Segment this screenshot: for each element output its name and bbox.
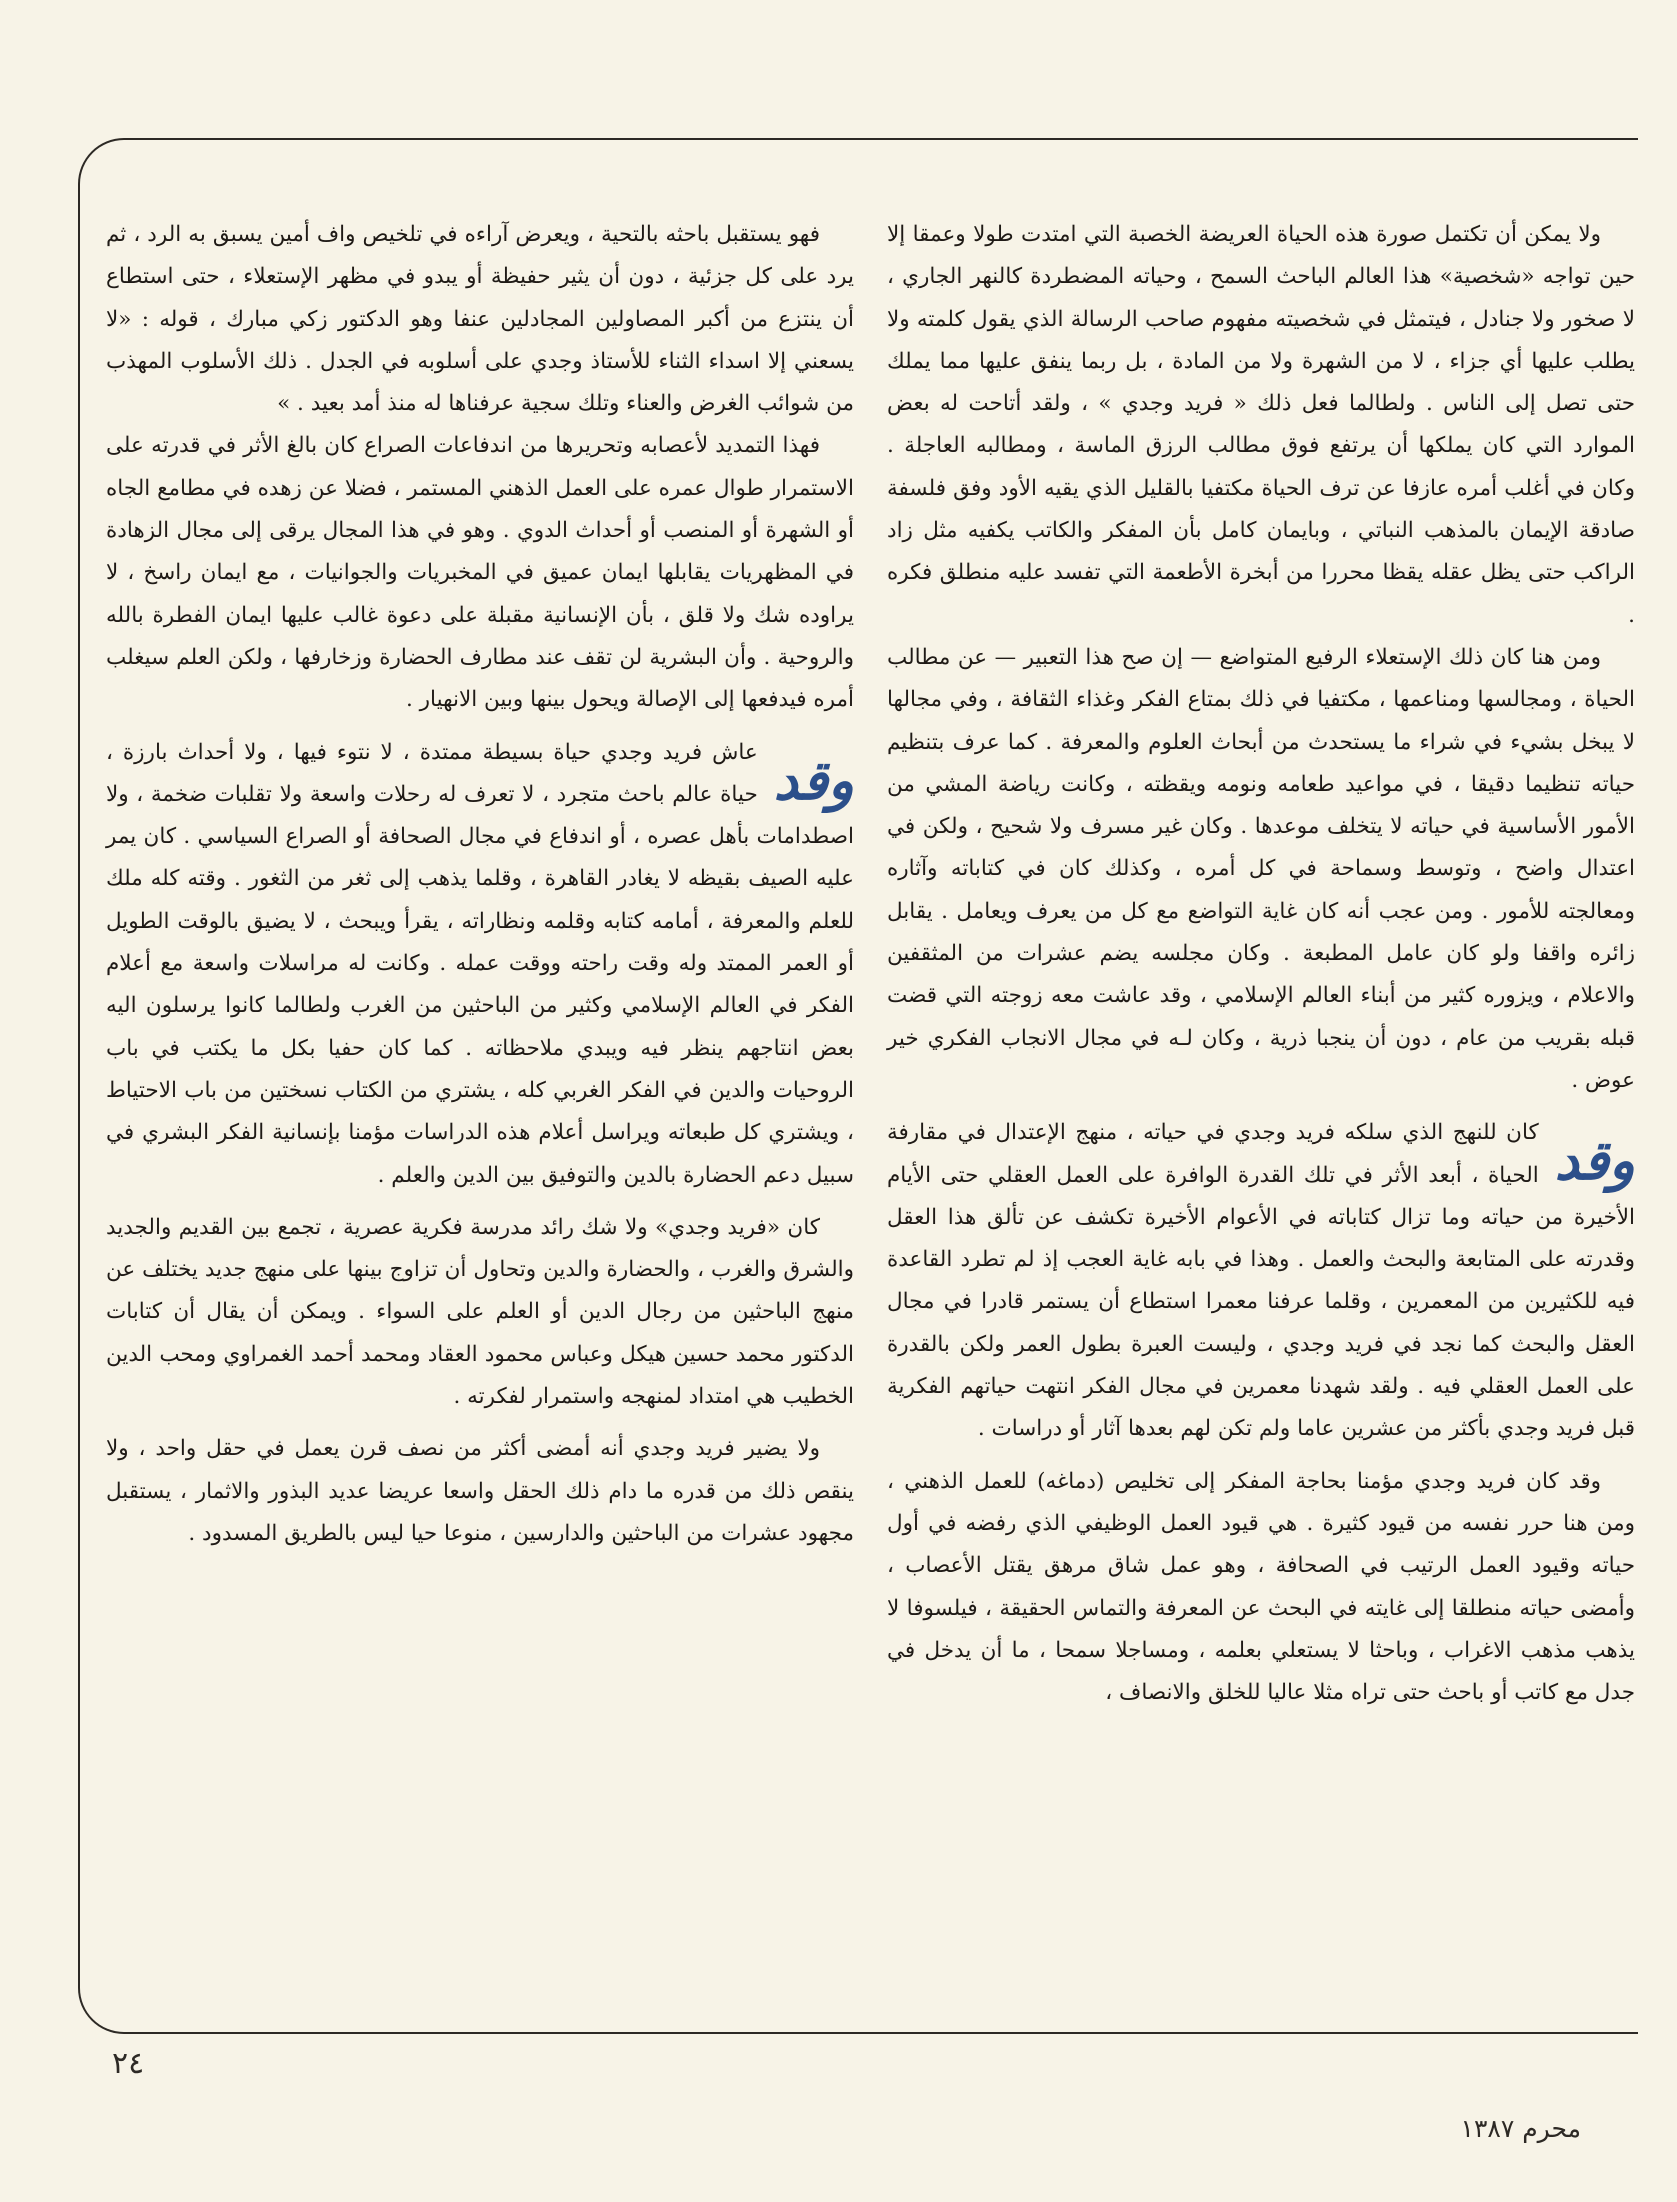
- article-column-right: [887, 214, 1635, 1714]
- paragraph: فهو يستقبل باحثه بالتحية ، ويعرض آراءه في تلخيص واف أمين يسبق به الرد ، ثم يرد على كل جزئية ، دون أن يثير حفيظة أو يبدو في مظهر الإستعلاء ، حتى استطاع أن ينتزع من أكبر المصاولين المجادلين عنفا وهو الدكتور زكي مبارك ، قوله : «لا يسعني إلا اسداء الثناء للأستاذ وجدي على أسلوبه في الجدل . ذلك الأسلوب المهذب من شوائب الغرض والعناء وتلك سجية عرفناها له منذ أمد بعيد . »: [106, 222, 854, 417]
- paragraph: وقد كان فريد وجدي مؤمنا بحاجة المفكر إلى تخليص (دماغه) للعمل الذهني ، ومن هنا حرر نفسه من قيود كثيرة . هي قيود العمل الوظيفي الذي رفضه في أول حياته وقيود العمل الرتيب في الصحافة ، وهو عمل شاق مرهق يقتل الأعصاب ، وأمضى حياته منطلقا إلى غايته في البحث عن المعرفة والتماس الحقيقة ، فيلسوفا لا يذهب مذهب الاغراب ، وباحثا لا يستعلي بعلمه ، ومساجلا سمحا ، ما أن يدخل في جدل مع كاتب أو باحث حتى تراه مثلا عاليا للخلق والانصاف ،: [887, 1468, 1635, 1706]
- paragraph: ولا يمكن أن تكتمل صورة هذه الحياة العريضة الخصبة التي امتدت طولا وعمقا إلا حين تواجه «شخصية» هذا العالم الباحث السمح ، وحياته المضطردة كالنهر الجاري ، لا صخور ولا جنادل ، فيتمثل في شخصيته مفهوم صاحب الرسالة الذي يقول كلمته ولا يطلب عليها أي جزاء ، لا من الشهرة ولا من المادة ، بل ربما ينفق عليها مما يملك حتى تصل إلى الناس . ولطالما فعل ذلك « فريد وجدي » ، ولقد أتاحت له بعض الموارد التي كان يملكها أن يرتفع فوق مطالب الرزق الماسة ، ومطالبه العاجلة . وكان في أغلب أمره عازفا عن ترف الحياة مكتفيا بالقليل الذي يقيه الأود وفق فلسفة صادقة الإيمان بالمذهب النباتي ، وبايمان كامل بأن المفكر والكاتب يكفيه مثل زاد الراكب حتى يظل عقله يقظا محررا من أبخرة الأطعمة التي تفسد عليه منطلق فكره .: [887, 222, 1635, 628]
- paragraph: ومن هنا كان ذلك الإستعلاء الرفيع المتواضع — إن صح هذا التعبير — عن مطالب الحياة ، ومجالسها ومناعمها ، مكتفيا في ذلك بمتاع الفكر وغذاء الثقافة ، وفي مجالها لا يبخل بشيء في شراء ما يستحدث من أبحاث العلوم والمعرفة . كما عرف بتنظيم حياته تنظيما دقيقا ، في مواعيد طعامه ونومه ويقظته ، وكانت رياضة المشي من الأمور الأساسية في حياته لا يتخلف موعدها . وكان غير مسرف ولا شحيح ، ولكن في اعتدال واضح ، وتوسط وسماحة في كل أمره ، وكذلك كان في كتاباته وآثاره ومعالجته للأمور . ومن عجب أنه كان غاية التواضع مع كل من يعرف ويعامل . يقابل زائره واقفا ولو كان عامل المطبعة . وكان مجلسه يضم عشرات من المثقفين والاعلام ، ويزوره كثير من أبناء العالم الإسلامي ، وقد عاشت معه زوجته التي قضت قبله بقريب من عام ، دون أن ينجبا ذرية ، وكان لـه في مجال الانجاب الفكري خير عوض .: [887, 644, 1635, 1093]
- paragraph: ولا يضير فريد وجدي أنه أمضى أكثر من نصف قرن يعمل في حقل واحد ، ولا ينقص ذلك من قدره ما دام ذلك الحقل واسعا عريضا عديد البذور والاثمار ، يستقبل مجهود عشرات من الباحثين والدارسين ، منوعا حيا ليس بالطريق المسدود .: [106, 1436, 854, 1546]
- page-number: ٢٤: [112, 2046, 145, 2081]
- drop-cap-ornament: وقد: [773, 747, 854, 812]
- article-column-left: [106, 214, 854, 1555]
- paragraph: كان «فريد وجدي» ولا شك رائد مدرسة فكرية عصرية ، تجمع بين القديم والجديد والشرق والغرب ، والحضارة والدين وتحاول أن تزاوج بينها على منهج جديد يختلف عن منهج الباحثين من رجال الدين أو العلم على السواء . ويمكن أن يقال أن كتابات الدكتور محمد حسين هيكل وعباس محمود العقاد ومحمد أحمد الغمراوي ومحب الدين الخطيب هي امتداد لمنهجه واستمرار لفكرته .: [106, 1214, 854, 1410]
- paragraph: [887, 1112, 1635, 1450]
- issue-date: محرم ١٣٨٧: [1460, 2114, 1581, 2143]
- paragraph-text: كان للنهج الذي سلكه فريد وجدي في حياته ، منهج الإعتدال في مقارفة الحياة ، أبعد الأثر في تلك القدرة الوافرة على العمل العقلي حتى الأيام الأخيرة من حياته وما تزال كتاباته في الأعوام الأخيرة تكشف عن تألق هذا العقل وقدرته على المتابعة والبحث والعمل . وهذا في بابه غاية العجب إذ لم تطرد القاعدة فيه للكثيرين من المعمرين ، وقلما عرفنا معمرا استطاع أن يستمر قادرا في مجال العقل والبحث كما نجد في فريد وجدي ، وليست العبرة بطول العمر ولكن بالقدرة على العمل العقلي فيه . ولقد شهدنا معمرين في مجال الفكر انتهت حياتهم الفكرية قبل فريد وجدي بأكثر من عشرين عاما ولم تكن لهم بعدها آثار أو دراسات .: [887, 1120, 1635, 1442]
- paragraph: [106, 732, 854, 1197]
- paragraph-text: عاش فريد وجدي حياة بسيطة ممتدة ، لا نتوء فيها ، ولا أحداث بارزة ، حياة عالم باحث متجرد ، لا تعرف له رحلات واسعة ولا تقلبات ضخمة ، ولا اصطدامات بأهل عصره ، أو اندفاع في مجال الصحافة أو الصراع السياسي . كان يمر عليه الصيف بقيظه لا يغادر القاهرة ، وقلما يذهب إلى ثغر من الثغور . وقته كله ملك للعلم والمعرفة ، أمامه كتابه وقلمه ونظاراته ، يقرأ ويبحث ، لا يضيق بالوقت الطويل أو العمر الممتد وله وقت راحته ووقت عمله . وكانت له مراسلات واسعة مع أعلام الفكر في العالم الإسلامي وكثير من الباحثين من الغرب ولطالما كانوا يرسلون اليه بعض انتاجهم ينظر فيه ويبدي ملاحظاته . كما كان حفيا بكل ما يكتب في باب الروحيات والدين في الفكر الغربي كله ، يشتري من الكتاب نسختين من باب الاحتياط ، ويشتري كل طبعاته ويراسل أعلام هذه الدراسات مؤمنا بإنسانية الفكر البشري في سبيل دعم الحضارة بالدين والتوفيق بين الدين والعلم .: [106, 739, 854, 1188]
- paragraph: فهذا التمديد لأعصابه وتحريرها من اندفاعات الصراع كان بالغ الأثر في قدرته على الاستمرار طوال عمره على العمل الذهني المستمر ، فضلا عن زهده في مطامع الجاه أو الشهرة أو المنصب أو أحداث الدوي . وهو في هذا المجال يرقى إلى مجال الزهادة في المظهريات يقابلها ايمان عميق في المخبريات والجوانيات ، مع ايمان راسخ ، لا يراوده شك ولا قلق ، بأن الإنسانية مقبلة على دعوة غالب عليها ايمان الفطرة بالله والروحية . وأن البشرية لن تقف عند مطارف الحضارة وزخارفها ، ولكن العلم سيغلب أمره فيدفعها إلى الإصالة ويحول بينها وبين الانهيار .: [106, 433, 854, 713]
- drop-cap-ornament: وقد: [1554, 1128, 1635, 1193]
